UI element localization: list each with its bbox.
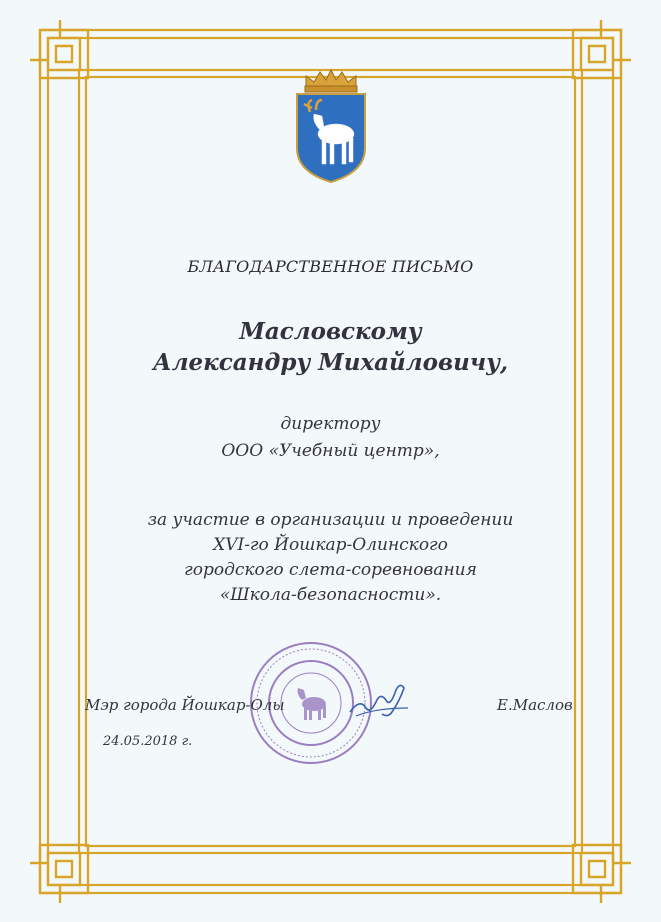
- recipient-name: Александру Михайловичу,: [152, 349, 508, 376]
- reason-line-1: за участие в организации и проведении: [147, 510, 514, 530]
- signatory-title: Мэр города Йошкар-Олы: [85, 696, 285, 714]
- signatory-name: Е.Маслов: [497, 696, 573, 714]
- coat-of-arms-icon: [292, 66, 370, 186]
- recipient-organization: ООО «Учебный центр»,: [221, 441, 440, 461]
- recipient-surname: Масловскому: [239, 318, 422, 345]
- reason-line-2: XVI-го Йошкар-Олинского: [213, 535, 448, 555]
- handwritten-signature-icon: [346, 678, 412, 722]
- letter-date: 24.05.2018 г.: [103, 734, 193, 749]
- letter-title: БЛАГОДАРСТВЕННОЕ ПИСЬМО: [187, 257, 474, 276]
- reason-line-4: «Школа-безопасности».: [219, 585, 442, 605]
- reason-line-3: городского слета-соревнования: [184, 560, 477, 580]
- recipient-position: директору: [280, 414, 381, 434]
